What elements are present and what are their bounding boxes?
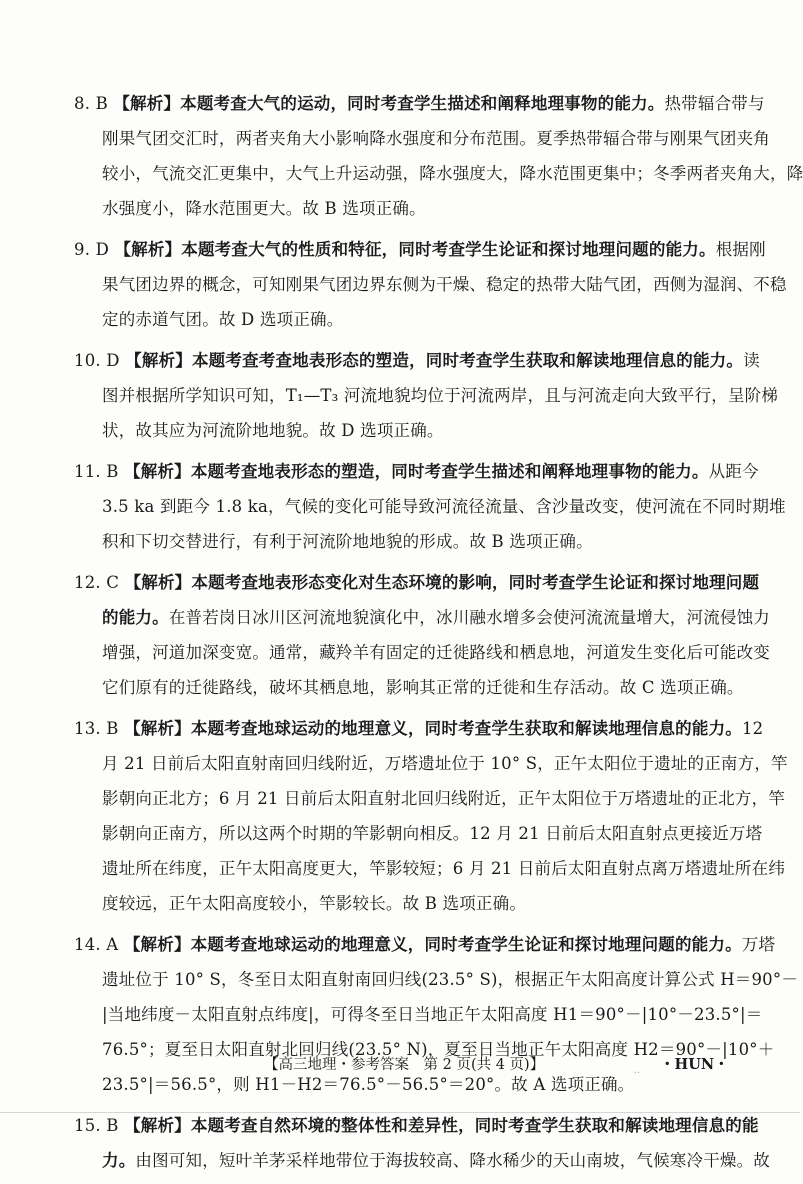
answer-number: 14. A: [74, 935, 124, 954]
answer-line: 月 21 日前后太阳直射南回归线附近，万塔遗址位于 10° S，正午太阳位于遗址的正南方，竿: [102, 754, 788, 773]
answer-number: 15. B: [74, 1116, 125, 1135]
answer-item: [74, 711, 788, 921]
answer-line: 影朝向正南方，所以这两个时期的竿影朝向相反。12 月 21 日前后太阳直射点更接近万塔: [102, 824, 763, 843]
answer-line: 定的赤道气团。故 D 选项正确。: [102, 310, 344, 329]
analysis-tag: 【解析】: [125, 351, 192, 370]
analysis-tag: 【解析】: [124, 719, 191, 738]
answer-line: 影朝向正北方；6 月 21 日前后太阳直射北回归线附近，正午太阳位于万塔遗址的正北方，竿: [102, 789, 786, 808]
answer-line: [74, 565, 760, 600]
answer-number: 11. B: [74, 462, 125, 481]
page-footer: [0, 1050, 800, 1080]
answer-line: [74, 86, 765, 121]
analysis-lead: 本题考查自然环境的整体性和差异性，同时考查学生获取和解读地理信息的能: [190, 1116, 759, 1135]
answer-line: [74, 454, 759, 489]
answer-item: [74, 343, 779, 448]
answer-line: 刚果气团交汇时，两者夹角大小影响降水强度和分布范围。夏季热带辐合带与刚果气团夹角: [102, 129, 770, 148]
answer-item: [74, 454, 786, 559]
answer-line: 图并根据所学知识可知，T₁—T₃ 河流地貌均位于河流两岸，且与河流走向大致平行，呈阶梯: [102, 386, 779, 405]
analysis-lead: 的能力。: [102, 608, 169, 627]
answer-line: 状，故其应为河流阶地地貌。故 D 选项正确。: [102, 421, 444, 440]
answer-number: 13. B: [74, 719, 125, 738]
answer-content: [74, 86, 803, 1184]
answer-line: 它们原有的迁徙路线，破坏其栖息地，影响其正常的迁徙和生存活动。故 C 选项正确。: [102, 678, 744, 697]
bottom-rule: [0, 1112, 800, 1113]
answer-line: 增强，河道加深变宽。通常，藏羚羊有固定的迁徙路线和栖息地，河道发生变化后可能改变: [102, 643, 770, 662]
analysis-text: 从距今: [708, 462, 759, 481]
analysis-text: 根据刚: [715, 240, 766, 259]
answer-line: 水强度小，降水范围更大。故 B 选项正确。: [102, 199, 426, 218]
analysis-lead: 本题考查地表形态的塑造，同时考查学生描述和阐释地理事物的能力。: [190, 462, 709, 481]
analysis-text: 热带辐合带与: [664, 94, 765, 113]
answer-line: [74, 1108, 759, 1143]
analysis-tag: 【解析】: [124, 1116, 191, 1135]
answer-line: |当地纬度－太阳直射点纬度|，可得冬至日当地正午太阳高度 H1＝90°－|10°－23.5°|＝: [102, 1005, 763, 1024]
answer-line: [74, 343, 760, 378]
analysis-lead: 本题考查大气的性质和特征，同时考查学生论证和探讨地理问题的能力。: [181, 240, 716, 259]
analysis-lead: 本题考查地表形态变化对生态环境的影响，同时考查学生论证和探讨地理问题: [191, 573, 760, 592]
analysis-text: 读: [743, 351, 760, 370]
analysis-text: 万塔: [741, 935, 776, 954]
analysis-tag: 【解析】: [124, 462, 191, 481]
answer-line: [74, 1143, 771, 1178]
analysis-lead: 本题考查大气的运动，同时考查学生描述和阐释地理事物的能力。: [180, 94, 665, 113]
analysis-text: 由图可知，短叶羊茅采样地带位于海拔较高、降水稀少的天山南坡，气候寒冷干燥。故: [135, 1151, 771, 1170]
analysis-tag: 【解析】: [113, 94, 181, 113]
answer-line: [74, 927, 776, 962]
answer-line: [74, 232, 766, 267]
analysis-tag: 【解析】: [123, 935, 191, 954]
analysis-lead: 本题考查地球运动的地理意义，同时考查学生获取和解读地理信息的能力。: [190, 719, 742, 738]
answer-line: [74, 711, 764, 746]
answer-line: [74, 600, 771, 635]
analysis-tag: 【解析】: [114, 240, 182, 259]
analysis-text: 12: [741, 719, 764, 738]
answer-number: 9. D: [74, 240, 115, 259]
answer-item: [74, 86, 803, 226]
analysis-lead: 本题考查考查地表形态的塑造，同时考查学生获取和解读地理信息的能力。: [191, 351, 744, 370]
answer-item: [74, 565, 771, 705]
analysis-text: 在普若岗日冰川区河流地貌演化中，冰川融水增多会使河流流量增大，河流侵蚀力: [168, 608, 771, 627]
answer-number: 12. C: [74, 573, 125, 592]
answer-line: 23.5°|＝56.5°，则 H1－H2＝76.5°－56.5°＝20°。故 A 选项正确。: [102, 1075, 635, 1094]
answer-line: 度较远，正午太阳高度较小，竿影较长。故 B 选项正确。: [102, 894, 527, 913]
footer-region-code: ・HUN・: [660, 1056, 729, 1073]
answer-item: [74, 1108, 771, 1178]
analysis-lead: 本题考查地球运动的地理意义，同时考查学生论证和探讨地理问题的能力。: [190, 935, 742, 954]
answer-number: 8. B: [74, 94, 114, 113]
answer-line: 果气团边界的概念，可知刚果气团边界东侧为干燥、稳定的热带大陆气团，西侧为湿润、不稳: [102, 275, 787, 294]
answer-line: 76.5°；夏至日太阳直射北回归线(23.5° N)，夏至日当地正午太阳高度 H2＝90°－|10°＋: [102, 1040, 775, 1059]
answer-line: 遗址位于 10° S，冬至日太阳直射南回归线(23.5° S)，根据正午太阳高度计算公式 H＝90°－: [102, 970, 799, 989]
answer-number: 10. D: [74, 351, 126, 370]
answer-line: 较小，气流交汇更集中，大气上升运动强，降水强度大，降水范围更集中；冬季两者夹角大，降: [102, 164, 803, 183]
answer-line: 积和下切交替进行，有利于河流阶地地貌的形成。故 B 选项正确。: [102, 532, 593, 551]
footer-dots: ..: [634, 1065, 641, 1076]
answer-line: 遗址所在纬度，正午太阳高度更大，竿影较短；6 月 21 日前后太阳直射点离万塔遗址所在纬: [102, 859, 786, 878]
analysis-lead: 力。: [102, 1151, 136, 1170]
answer-item: [74, 232, 787, 337]
footer-page-info: 【高三地理・参考答案 第 2 页(共 4 页)】: [264, 1057, 545, 1073]
analysis-tag: 【解析】: [124, 573, 192, 592]
answer-line: 3.5 ka 到距今 1.8 ka，气候的变化可能导致河流径流量、含沙量改变，使河流在不同时期堆: [102, 497, 786, 516]
